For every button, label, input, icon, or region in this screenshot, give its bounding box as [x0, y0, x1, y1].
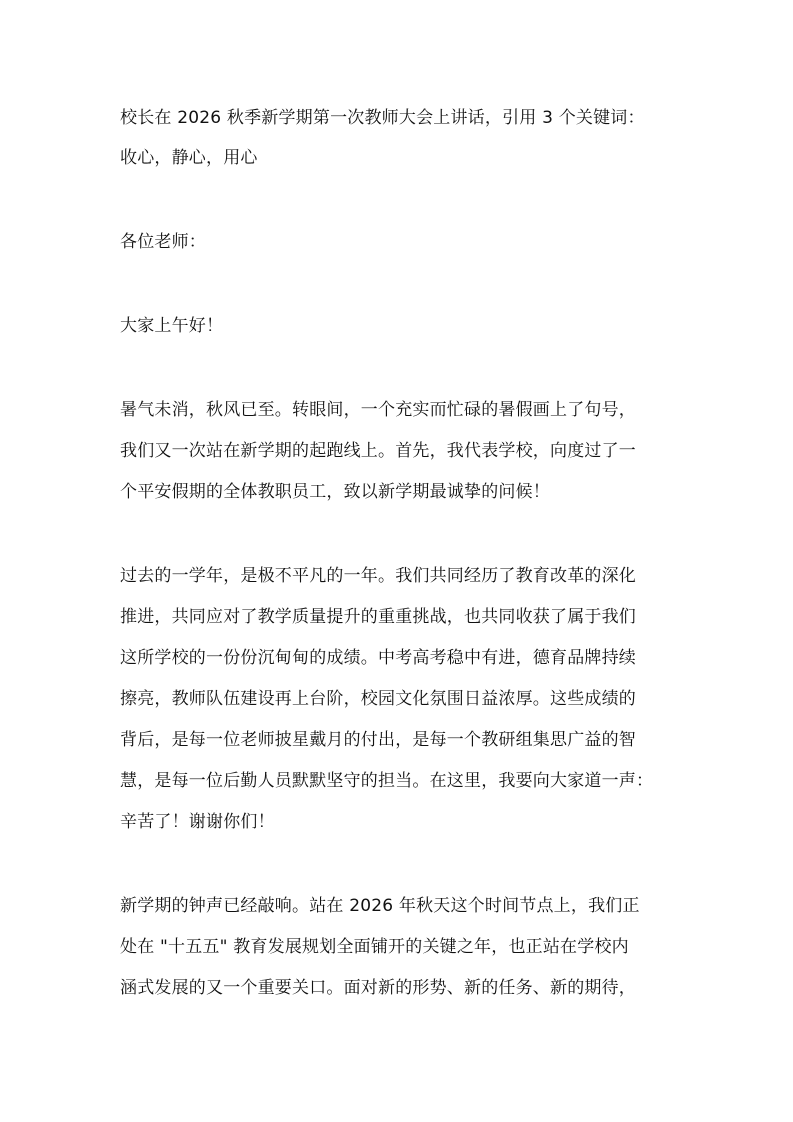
- paragraph-line: 这所学校的一份份沉甸甸的成绩。中考高考稳中有进，德育品牌持续: [120, 648, 636, 668]
- greeting: 大家上午好！: [120, 316, 224, 336]
- paragraph-line: 新学期的钟声已经敲响。站在 2026 年秋天这个时间节点上，我们正: [120, 896, 640, 916]
- paragraph-line: 擦亮，教师队伍建设再上台阶，校园文化氛围日益浓厚。这些成绩的: [120, 689, 636, 709]
- title-line: 校长在 2026 秋季新学期第一次教师大会上讲话，引用 3 个关键词：: [120, 108, 645, 128]
- paragraph-line: 个平安假期的全体教职员工，致以新学期最诚挚的问候！: [120, 482, 550, 502]
- paragraph-line: 慧，是每一位后勤人员默默坚守的担当。在这里，我要向大家道一声：: [120, 771, 654, 791]
- paragraph-line: 过去的一学年，是极不平凡的一年。我们共同经历了教育改革的深化: [120, 566, 636, 586]
- paragraph-line: 辛苦了！谢谢你们！: [120, 812, 275, 832]
- title-line: 收心，静心，用心: [120, 148, 258, 168]
- paragraph-line: 涵式发展的又一个重要关口。面对新的形势、新的任务、新的期待，: [120, 978, 636, 998]
- paragraph-line: 推进，共同应对了教学质量提升的重重挑战，也共同收获了属于我们: [120, 607, 636, 627]
- paragraph-line: 暑气未消，秋风已至。转眼间，一个充实而忙碌的暑假画上了句号，: [120, 400, 636, 420]
- paragraph-line: 背后，是每一位老师披星戴月的付出，是每一个教研组集思广益的智: [120, 730, 636, 750]
- paragraph-line: 我们又一次站在新学期的起跑线上。首先，我代表学校，向度过了一: [120, 441, 636, 461]
- paragraph-line: 处在 "十五五" 教育发展规划全面铺开的关键之年，也正站在学校内: [120, 937, 629, 957]
- salutation: 各位老师：: [120, 232, 206, 252]
